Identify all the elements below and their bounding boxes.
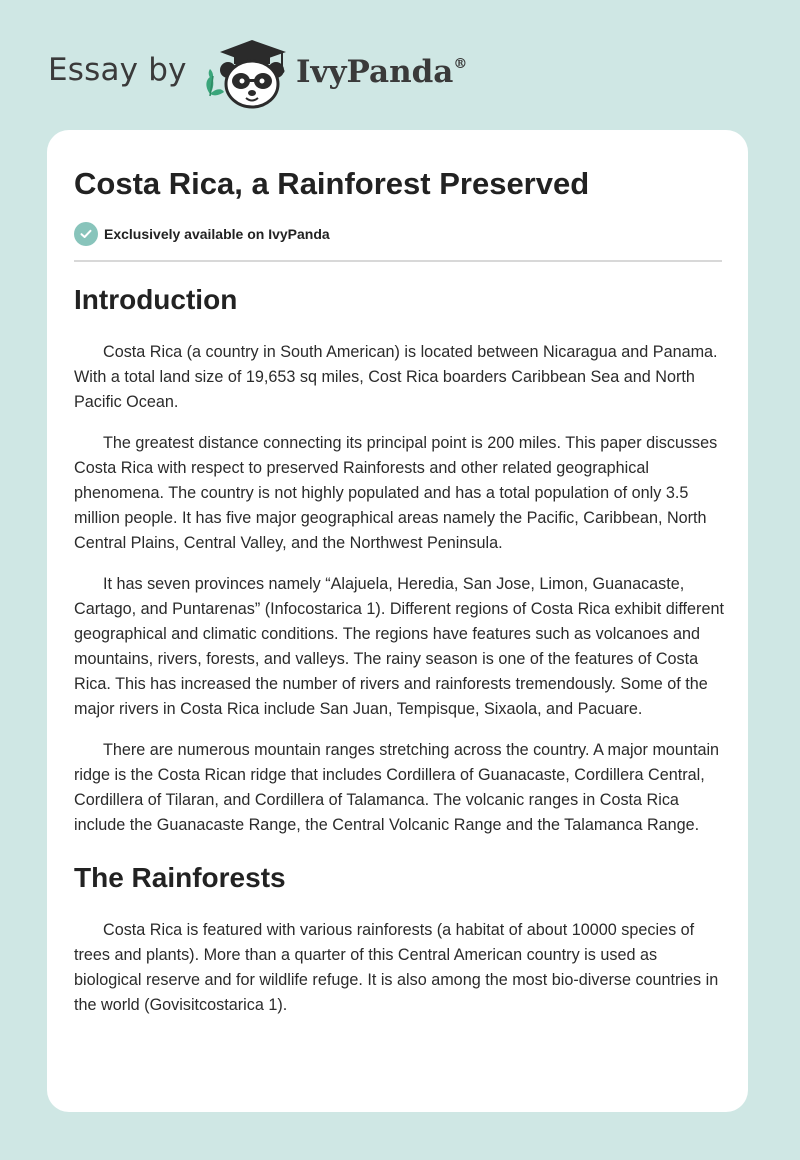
panda-graduate-icon[interactable]: [200, 36, 292, 110]
badge-text: Exclusively available on IvyPanda: [104, 226, 330, 242]
registered-mark: ®: [453, 56, 468, 72]
paragraph: Costa Rica (a country in South American) is located between Nicaragua and Panama. With a total land size of 19,653 sq miles, Cost Rica boarders Caribbean Sea and North Pacific Ocean.: [74, 343, 718, 411]
section-heading-introduction: Introduction: [74, 284, 238, 315]
paragraph: It has seven provinces namely “Alajuela, Heredia, San Jose, Limon, Guanacaste, Cartago, and Puntarenas” (Infocostarica 1). Different regions of Costa Rica exhibit different geographical and climatic conditions. The regions have features such as volcanoes and mountains, rivers, forests, and valleys. The rainy season is one of the features of Costa Rica. This has increased the number of rivers and rainforests tremendously. Some of the major rivers in Costa Rica include San Juan, Tempisque, Sixaola, and Pacuare.: [74, 575, 724, 718]
check-icon: [74, 222, 98, 246]
paragraph: The greatest distance connecting its principal point is 200 miles. This paper discusses Costa Rica with respect to preserved Rainforests and other related geographical phenomena. The country is not highly populated and has a total population of only 3.5 million people. It has five major geographical areas namely the Pacific, Caribbean, North Central Plains, Central Valley, and the Northwest Peninsula.: [74, 434, 718, 552]
brand-prefix: Essay by: [48, 52, 187, 88]
section-heading-rainforests: The Rainforests: [74, 862, 286, 893]
brand-name-text: IvyPanda: [296, 54, 454, 90]
exclusive-badge: [74, 222, 330, 246]
essay-card: [47, 130, 748, 1112]
page-title: Costa Rica, a Rainforest Preserved: [74, 166, 590, 201]
paragraph: Costa Rica is featured with various rainforests (a habitat of about 10000 species of trees and plants). More than a quarter of this Central American country is used as biological reserve and for wildlife refuge. It is also among the most bio-diverse countries in the world (Govisitcostarica 1).: [74, 921, 719, 1014]
brand-name[interactable]: [296, 54, 467, 90]
paragraph: There are numerous mountain ranges stretching across the country. A major mountain ridge is the Costa Rican ridge that includes Cordillera of Guanacaste, Cordillera Central, Cordillera of Tilaran, and Cordillera of Talamanca. The volcanic ranges in Costa Rica include the Guanacaste Range, the Central Volcanic Range and the Talamanca Range.: [74, 741, 720, 834]
divider: [74, 260, 722, 262]
site-header: [0, 0, 800, 120]
essay-body: [74, 282, 724, 1034]
